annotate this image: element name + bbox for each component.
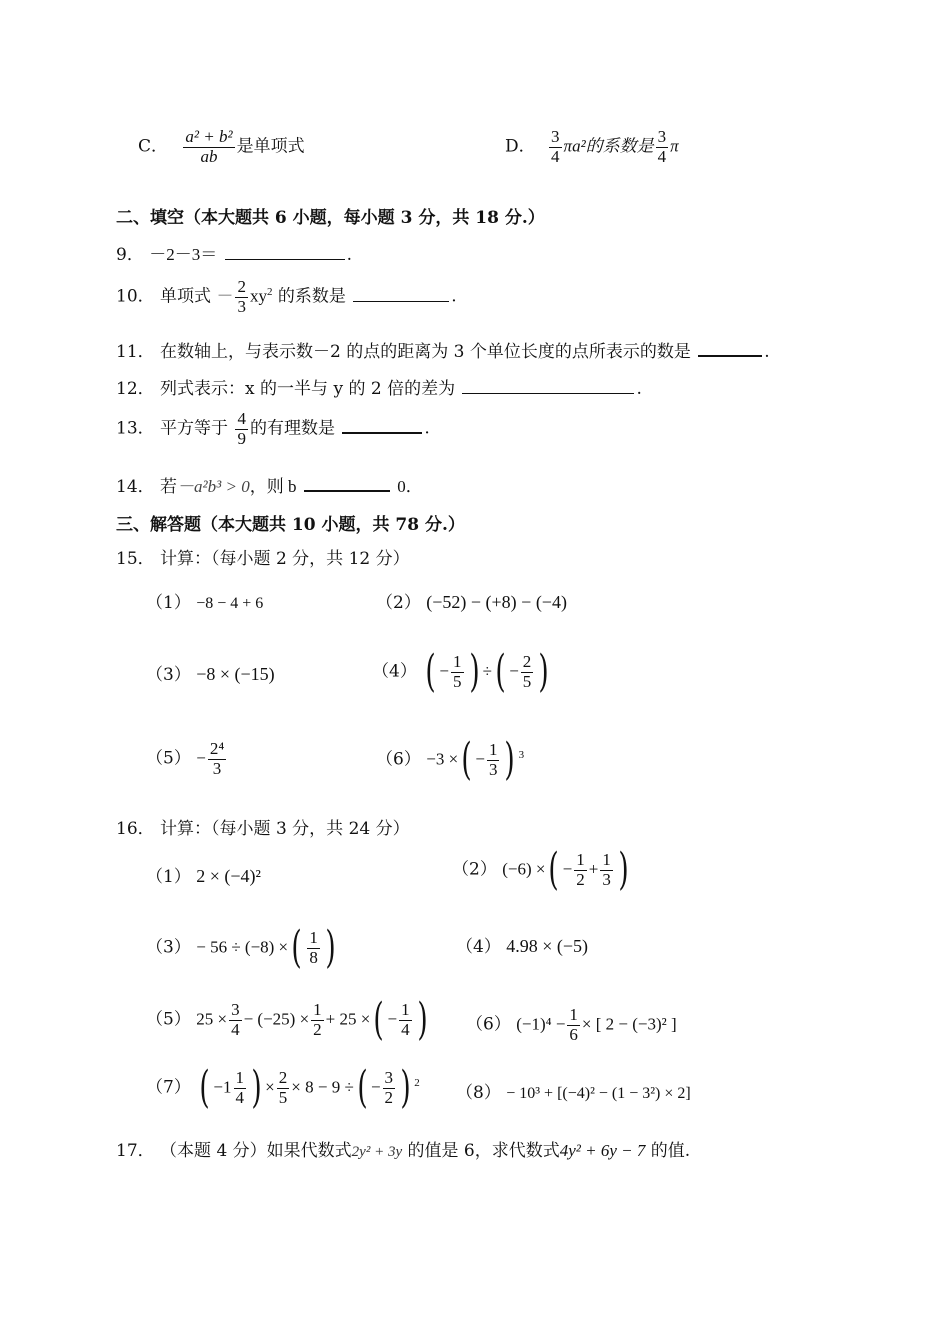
q16-item-7: （7） ( −1 $\frac{1}{4}$ ) × $\frac{2}{5}$ × 8 − 9 ÷( − $\frac{3}{2}$ ) $^2$ xyxy=(146,1062,420,1113)
q16-7-fraction-b: $\frac{2}{5}$ xyxy=(278,1067,288,1107)
q15-item-6: （6） −3 ×( − $\frac{1}{3}$ ) $^3$ xyxy=(376,734,525,785)
q16-6-fraction: $\frac{1}{6}$ xyxy=(569,1005,578,1044)
q16-item-2: （2） (−6) ×( − $\frac{1}{2}$ + $\frac{1}{3}$ ) xyxy=(452,844,629,895)
q16-5-fraction-a: $\frac{3}{4}$ xyxy=(231,999,240,1039)
option-c-fraction: $\frac{\text{a² + b²}}{ab}$ xyxy=(185,127,233,166)
q16-item-1: （1） 2 × (−4)² xyxy=(146,866,261,887)
answer-blank-13[interactable] xyxy=(342,431,422,434)
q15-item-2: （2） (−52) − (+8) − (−4) xyxy=(376,592,567,613)
q16-7-fraction-c: $\frac{3}{2}$ xyxy=(384,1067,394,1107)
q16-item-6: （6） (−1)⁴ − $\frac{1}{6}$ × [ 2 − (−3)² ] xyxy=(466,1005,677,1044)
q15-item-1: （1） −8 − 4 + 6 xyxy=(146,593,264,613)
q16-item-8: （8） − 10³ + [(−4)² − (1 − 3²) × 2] xyxy=(456,1083,691,1103)
q16-3-fraction: $\frac{1}{8}$ xyxy=(309,927,318,967)
question-9: 9． －2－3＝ . xyxy=(116,245,353,265)
q15-4-fraction-b: $\frac{2}{5}$ xyxy=(522,651,532,691)
section-3-heading: 三、解答题（本大题共 10 小题，共 78 分.） xyxy=(116,515,465,535)
q16-5-fraction-b: $\frac{1}{2}$ xyxy=(313,999,322,1039)
q16-item-5: （5） 25 × $\frac{3}{4}$ − (−25) × $\frac{1}{2}$ + 25 ×( − $\frac{1}{4}$ ) xyxy=(146,994,428,1045)
question-11: 11． 在数轴上，与表示数－2 的点的距离为 3 个单位长度的点所表示的数是 . xyxy=(116,342,770,362)
q15-6-fraction: $\frac{1}{3}$ xyxy=(488,739,498,779)
q16-2-fraction-b: $\frac{1}{3}$ xyxy=(602,849,611,889)
option-d-label: D． xyxy=(505,136,536,157)
q15-item-5: （5） − $\frac{\text{2⁴}}{3}$ xyxy=(146,739,225,778)
q16-item-3: （3） − 56 ÷ (−8) ×( $\frac{1}{8}$ ) xyxy=(146,922,336,973)
question-16: 16． 计算：（每小题 3 分，共 24 分） xyxy=(116,819,410,839)
option-c xyxy=(138,128,305,166)
q16-2-fraction-a: $\frac{1}{2}$ xyxy=(576,849,585,889)
question-10: 10． 单项式 － $\frac{2}{3}$ $xy^2$ 的系数是 . xyxy=(116,277,457,316)
option-d: D． $\frac{3}{4}$ πa²的系数是 $\frac{3}{4}$ π xyxy=(505,127,679,166)
q13-fraction: $\frac{4}{9}$ xyxy=(237,409,246,448)
q15-4-fraction-a: $\frac{1}{5}$ xyxy=(453,651,462,691)
answer-blank-12[interactable] xyxy=(462,392,634,394)
question-14: 14． 若－a²b³ > 0，则 b 0． xyxy=(116,477,423,497)
q15-item-4: （4） ( − $\frac{1}{5}$ ) ÷( − $\frac{2}{5}$ ) xyxy=(372,646,550,697)
question-17: 17． （本题 4 分）如果代数式2y² + 3y 的值是 6，求代数式4y² + 6y − 7 的值. xyxy=(116,1141,691,1161)
q15-5-fraction: $\frac{\text{2⁴}}{3}$ xyxy=(209,739,225,778)
question-12: 12． 列式表示：x 的一半与 y 的 2 倍的差为 . xyxy=(116,379,642,399)
answer-blank-9[interactable] xyxy=(225,258,345,260)
option-c-label: C． xyxy=(138,136,169,157)
option-d-text: πa²的系数是 xyxy=(563,136,654,156)
option-d-fraction-2: $\frac{3}{4}$ xyxy=(657,127,667,166)
answer-blank-11[interactable] xyxy=(698,354,762,357)
question-15: 15． 计算：（每小题 2 分，共 12 分） xyxy=(116,549,410,569)
option-d-fraction-1: $\frac{3}{4}$ xyxy=(551,127,560,166)
section-2-heading: 二、填空（本大题共 6 小题，每小题 3 分，共 18 分.） xyxy=(116,208,545,228)
q10-fraction: $\frac{2}{3}$ xyxy=(237,277,246,316)
q16-5-fraction-c: $\frac{1}{4}$ xyxy=(401,999,410,1039)
q16-7-fraction-a: $\frac{1}{4}$ xyxy=(235,1067,244,1107)
answer-blank-14[interactable] xyxy=(304,489,390,492)
q16-item-4: （4） 4.98 × (−5) xyxy=(456,936,589,957)
question-13: 13． 平方等于 $\frac{4}{9}$ 的有理数是 . xyxy=(116,409,430,448)
q15-item-3: （3） −8 × (−15) xyxy=(146,664,275,685)
answer-blank-10[interactable] xyxy=(353,300,449,302)
option-c-text: 是单项式 xyxy=(236,136,305,157)
